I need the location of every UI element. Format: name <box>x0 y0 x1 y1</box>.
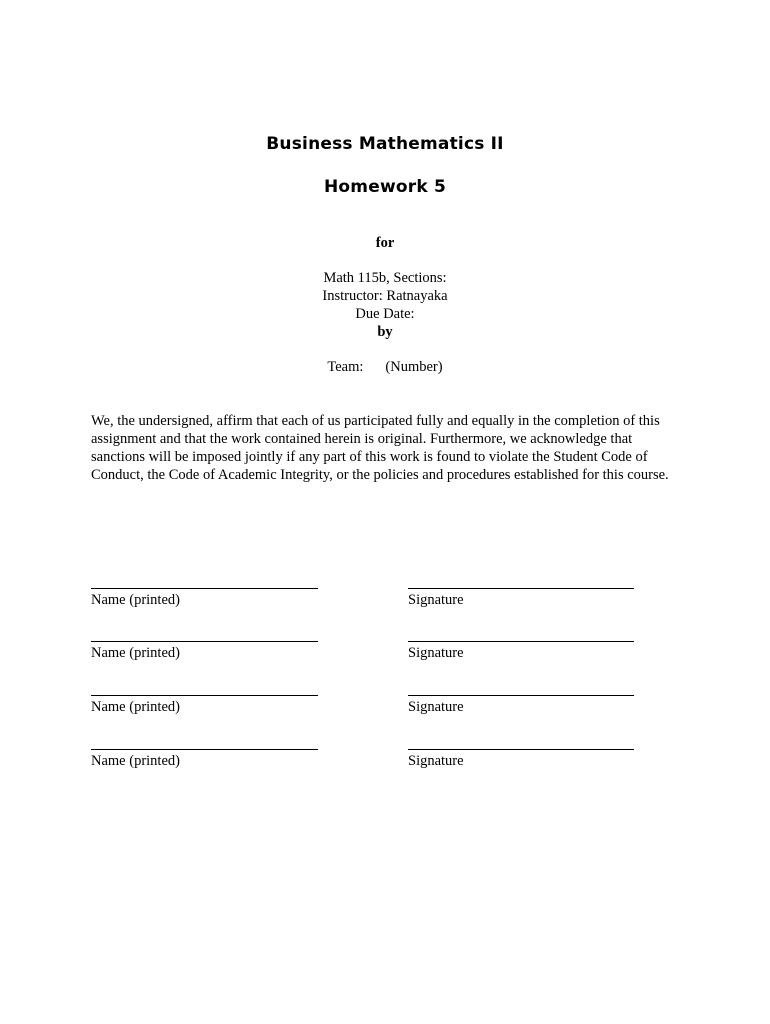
signature-label: Signature <box>408 699 464 715</box>
document-title: Business Mathematics II <box>266 134 504 154</box>
team-row <box>0 359 770 376</box>
signature-row <box>0 735 770 775</box>
due-date-line: Due Date: <box>355 306 415 322</box>
signature-line[interactable] <box>408 574 634 589</box>
signature-row <box>0 627 770 667</box>
team-number: (Number) <box>385 359 443 375</box>
team-label: Team: <box>327 359 364 375</box>
name-printed-label: Name (printed) <box>91 699 180 715</box>
instructor-line: Instructor: Ratnayaka <box>322 288 448 304</box>
name-printed-label: Name (printed) <box>91 592 180 608</box>
name-line[interactable] <box>91 735 318 750</box>
affirmation-statement: We, the undersigned, affirm that each of us participated fully and equally in the completion of this assignment and that the work contained herein is original. Furthermore, we acknowledge that sanctions will be imposed jointly if any part of this work is found to violate the Student Code of Conduct, the Code of Academic Integrity, or the policies and procedures established for this course. <box>91 413 669 483</box>
signature-row <box>0 681 770 721</box>
signature-label: Signature <box>408 753 464 769</box>
signature-line[interactable] <box>408 735 634 750</box>
signature-label: Signature <box>408 592 464 608</box>
name-line[interactable] <box>91 574 318 589</box>
name-printed-label: Name (printed) <box>91 753 180 769</box>
signature-label: Signature <box>408 645 464 661</box>
name-printed-label: Name (printed) <box>91 645 180 661</box>
signature-row <box>0 574 770 614</box>
name-line[interactable] <box>91 681 318 696</box>
for-label: for <box>375 235 395 251</box>
signature-line[interactable] <box>408 627 634 642</box>
signature-line[interactable] <box>408 681 634 696</box>
by-label: by <box>377 324 393 340</box>
name-line[interactable] <box>91 627 318 642</box>
course-sections: Math 115b, Sections: <box>323 270 447 286</box>
homework-title: Homework 5 <box>324 177 446 197</box>
